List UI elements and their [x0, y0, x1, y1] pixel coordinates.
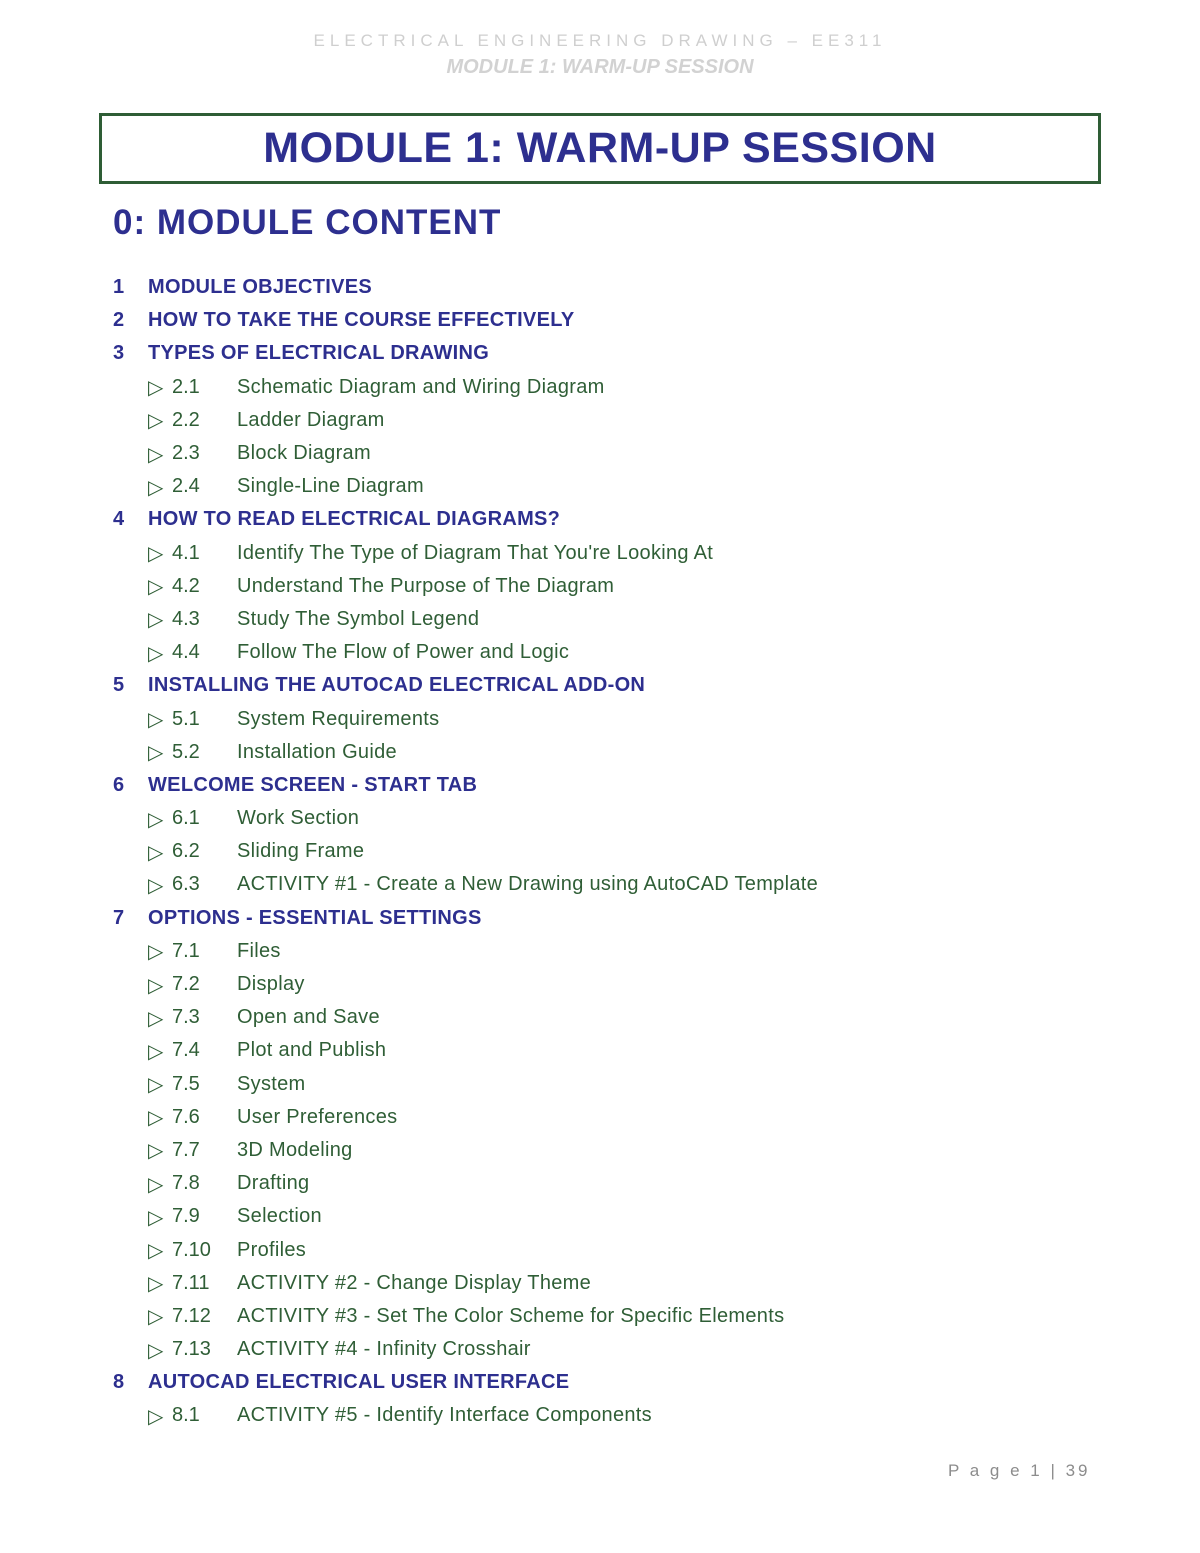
toc-number: 7.1 [172, 939, 200, 962]
toc-number: 7.6 [172, 1105, 200, 1128]
toc-label: 3D Modeling [237, 1138, 353, 1161]
toc-label: Identify The Type of Diagram That You're Looking At [237, 541, 714, 564]
triangle-right-icon: ▷ [148, 541, 164, 566]
toc-number: 4.2 [172, 574, 200, 597]
course-title: ELECTRICAL ENGINEERING DRAWING – EE311 [313, 31, 887, 50]
triangle-right-icon: ▷ [148, 1271, 164, 1296]
toc-label: Work Section [237, 807, 360, 830]
toc-label: Open and Save [237, 1006, 380, 1029]
triangle-right-icon: ▷ [148, 1171, 164, 1196]
triangle-right-icon: ▷ [148, 1204, 164, 1229]
toc-number: 7.12 [172, 1304, 211, 1327]
toc-label: INSTALLING THE AUTOCAD ELECTRICAL ADD-ON [148, 674, 646, 697]
triangle-right-icon: ▷ [148, 939, 164, 964]
toc-number: 7 [113, 906, 125, 929]
section-heading: 0: MODULE CONTENT [113, 203, 502, 242]
toc-number: 4.4 [172, 641, 200, 664]
toc-label: System [237, 1072, 306, 1095]
toc-subentry[interactable] [113, 1068, 1093, 1101]
toc-subentry[interactable] [113, 1399, 1093, 1432]
toc-subentry[interactable] [113, 437, 1093, 470]
triangle-right-icon: ▷ [148, 1304, 164, 1329]
toc-number: 2.2 [172, 408, 200, 431]
toc-number: 6 [113, 773, 125, 796]
toc-entry[interactable] [113, 503, 1093, 536]
toc-number: 6.3 [172, 873, 200, 896]
toc-label: Plot and Publish [237, 1039, 387, 1062]
module-title: MODULE 1: WARM-UP SESSION [263, 124, 937, 172]
triangle-right-icon: ▷ [148, 740, 164, 765]
toc-number: 7.7 [172, 1138, 200, 1161]
toc-label: Single-Line Diagram [237, 475, 424, 498]
module-title-box [99, 113, 1101, 184]
triangle-right-icon: ▷ [148, 441, 164, 466]
toc-number: 7.8 [172, 1172, 200, 1195]
toc-subentry[interactable] [113, 835, 1093, 868]
toc-label: HOW TO READ ELECTRICAL DIAGRAMS? [148, 508, 561, 531]
triangle-right-icon: ▷ [148, 1403, 164, 1428]
toc-number: 8.1 [172, 1404, 200, 1427]
header-module-title: MODULE 1: WARM-UP SESSION [446, 56, 754, 78]
toc-subentry[interactable] [113, 470, 1093, 503]
toc-subentry[interactable] [113, 802, 1093, 835]
triangle-right-icon: ▷ [148, 839, 164, 864]
toc-subentry[interactable] [113, 736, 1093, 769]
toc-subentry[interactable] [113, 1233, 1093, 1266]
toc-subentry[interactable] [113, 371, 1093, 404]
toc-label: ACTIVITY #3 - Set The Color Scheme for Specific Elements [237, 1304, 785, 1327]
toc-number: 4.1 [172, 541, 200, 564]
toc-label: ACTIVITY #5 - Identify Interface Components [237, 1404, 652, 1427]
toc-subentry[interactable] [113, 868, 1093, 901]
toc-subentry[interactable] [113, 570, 1093, 603]
toc-number: 4.3 [172, 607, 200, 630]
toc-number: 2.4 [172, 475, 200, 498]
toc-label: MODULE OBJECTIVES [148, 276, 373, 299]
toc-number: 7.2 [172, 973, 200, 996]
toc-entry[interactable] [113, 337, 1093, 370]
toc-label: AUTOCAD ELECTRICAL USER INTERFACE [148, 1371, 570, 1394]
toc-subentry[interactable] [113, 1167, 1093, 1200]
toc-label: Follow The Flow of Power and Logic [237, 641, 570, 664]
toc-label: HOW TO TAKE THE COURSE EFFECTIVELY [148, 309, 575, 332]
triangle-right-icon: ▷ [148, 574, 164, 599]
toc-label: ACTIVITY #2 - Change Display Theme [237, 1271, 592, 1294]
toc-subentry[interactable] [113, 1101, 1093, 1134]
toc-entry[interactable] [113, 271, 1093, 304]
toc-label: Understand The Purpose of The Diagram [237, 574, 615, 597]
toc-number: 7.10 [172, 1238, 211, 1261]
toc-number: 7.5 [172, 1072, 200, 1095]
toc-number: 5 [113, 674, 125, 697]
toc-subentry[interactable] [113, 537, 1093, 570]
triangle-right-icon: ▷ [148, 640, 164, 665]
toc-number: 2.3 [172, 442, 200, 465]
triangle-right-icon: ▷ [148, 408, 164, 433]
toc-label: Profiles [237, 1238, 307, 1261]
toc-label: OPTIONS - ESSENTIAL SETTINGS [148, 906, 482, 929]
toc-number: 5.2 [172, 740, 200, 763]
toc-label: ACTIVITY #1 - Create a New Drawing using AutoCAD Template [237, 873, 819, 896]
triangle-right-icon: ▷ [148, 972, 164, 997]
table-of-contents [113, 271, 1093, 1433]
triangle-right-icon: ▷ [148, 872, 164, 897]
toc-number: 6.1 [172, 807, 200, 830]
toc-label: Sliding Frame [237, 840, 365, 863]
toc-label: Installation Guide [237, 740, 397, 763]
toc-number: 5.1 [172, 707, 200, 730]
toc-number: 2 [113, 309, 125, 332]
triangle-right-icon: ▷ [148, 1072, 164, 1097]
toc-label: Block Diagram [237, 442, 371, 465]
toc-label: Files [237, 939, 281, 962]
toc-subentry[interactable] [113, 1200, 1093, 1233]
toc-entry[interactable] [113, 304, 1093, 337]
toc-number: 8 [113, 1371, 125, 1394]
toc-subentry[interactable] [113, 702, 1093, 735]
toc-label: Ladder Diagram [237, 408, 385, 431]
toc-subentry[interactable] [113, 935, 1093, 968]
toc-label: Display [237, 973, 305, 996]
toc-label: User Preferences [237, 1105, 398, 1128]
toc-number: 7.13 [172, 1338, 211, 1361]
toc-label: TYPES OF ELECTRICAL DRAWING [148, 342, 490, 365]
page-number: P a g e 1 | 39 [948, 1461, 1091, 1480]
toc-entry[interactable] [113, 669, 1093, 702]
triangle-right-icon: ▷ [148, 607, 164, 632]
triangle-right-icon: ▷ [148, 375, 164, 400]
toc-label: ACTIVITY #4 - Infinity Crosshair [237, 1338, 531, 1361]
triangle-right-icon: ▷ [148, 707, 164, 732]
toc-number: 7.11 [172, 1271, 210, 1294]
toc-number: 2.1 [172, 375, 200, 398]
toc-subentry[interactable] [113, 603, 1093, 636]
toc-subentry[interactable] [113, 1134, 1093, 1167]
toc-subentry[interactable] [113, 1267, 1093, 1300]
running-header [0, 30, 1200, 82]
toc-subentry[interactable] [113, 1300, 1093, 1333]
toc-subentry[interactable] [113, 968, 1093, 1001]
toc-number: 7.3 [172, 1006, 200, 1029]
toc-entry[interactable] [113, 902, 1093, 935]
triangle-right-icon: ▷ [148, 806, 164, 831]
toc-label: WELCOME SCREEN - START TAB [148, 773, 478, 796]
triangle-right-icon: ▷ [148, 1138, 164, 1163]
toc-number: 7.9 [172, 1205, 200, 1228]
triangle-right-icon: ▷ [148, 1038, 164, 1063]
toc-label: Drafting [237, 1172, 310, 1195]
toc-label: Selection [237, 1205, 322, 1228]
toc-label: Schematic Diagram and Wiring Diagram [237, 375, 605, 398]
toc-entry[interactable] [113, 1366, 1093, 1399]
toc-number: 7.4 [172, 1039, 200, 1062]
toc-label: System Requirements [237, 707, 440, 730]
triangle-right-icon: ▷ [148, 474, 164, 499]
toc-number: 1 [113, 276, 125, 299]
toc-number: 4 [113, 508, 125, 531]
toc-subentry[interactable] [113, 1333, 1093, 1366]
triangle-right-icon: ▷ [148, 1105, 164, 1130]
toc-label: Study The Symbol Legend [237, 607, 480, 630]
toc-subentry[interactable] [113, 404, 1093, 437]
triangle-right-icon: ▷ [148, 1005, 164, 1030]
toc-subentry[interactable] [113, 636, 1093, 669]
toc-number: 6.2 [172, 840, 200, 863]
toc-entry[interactable] [113, 769, 1093, 802]
toc-subentry[interactable] [113, 1001, 1093, 1034]
toc-number: 3 [113, 342, 125, 365]
toc-subentry[interactable] [113, 1034, 1093, 1067]
triangle-right-icon: ▷ [148, 1337, 164, 1362]
triangle-right-icon: ▷ [148, 1238, 164, 1263]
